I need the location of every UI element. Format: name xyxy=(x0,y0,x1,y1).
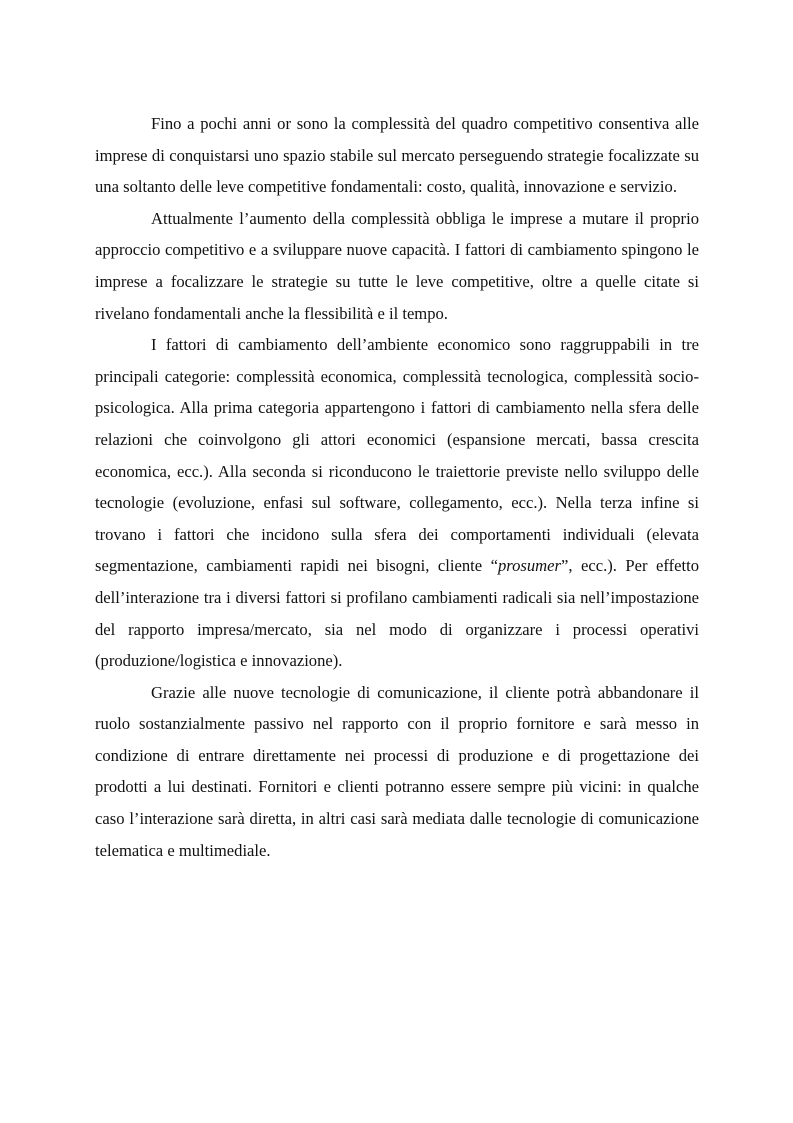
paragraph-4: Grazie alle nuove tecnologie di comunicazione, il cliente potrà abbandonare il ruolo sostanzialmente passivo nel rapporto con il proprio fornitore e sarà messo in condizione di entrare direttamente nei processi di produzione e di progettazione dei prodotti a lui destinati. Fornitori e clienti potranno essere sempre più vicini: in qualche caso l’interazione sarà diretta, in altri casi sarà mediata dalle tecnologie di comunicazione telematica e multimediale. xyxy=(95,682,699,860)
document-page xyxy=(95,108,699,866)
paragraph-3-part-1: I fattori di cambiamento dell’ambiente economico sono raggruppabili in tre principali categorie: complessità economica, complessità tecnologica, complessità socio-psicologica. Alla prima categoria appartengono i fattori di cambiamento nella sfera delle relazioni che coinvolgono gli attori economici (espansione mercati, bassa crescita economica, ecc.). Alla seconda si riconducono le traiettorie previste nello sviluppo delle tecnologie (evoluzione, enfasi sul software, collegamento, ecc.). Nella terza infine si trovano i fattori che incidono sulla sfera dei comportamenti individuali (elevata segmentazione, cambiamenti rapidi nei bisogni, cliente “ xyxy=(95,335,699,576)
paragraph-2: Attualmente l’aumento della complessità obbliga le imprese a mutare il proprio approccio competitivo e a sviluppare nuove capacità. I fattori di cambiamento spingono le imprese a focalizzare le strategie su tutte le leve competitive, oltre a quelle citate si rivelano fondamentali anche la flessibilità e il tempo. xyxy=(95,208,699,323)
paragraph-3-part-2: ”, ecc.). Per effetto dell’interazione tra i diversi fattori si profilano cambiamenti radicali sia nell’impostazione del rapporto impresa/mercato, sia nel modo di organizzare i processi operativi (produzione/logistica e innovazione). xyxy=(95,556,699,671)
prosumer-term: prosumer xyxy=(497,556,561,576)
paragraph-3 xyxy=(95,329,699,677)
paragraph-1: Fino a pochi anni or sono la complessità del quadro competitivo consentiva alle imprese di conquistarsi uno spazio stabile sul mercato perseguendo strategie focalizzate su una soltanto delle leve competitive fondamentali: costo, qualità, innovazione e servizio. xyxy=(95,114,699,197)
